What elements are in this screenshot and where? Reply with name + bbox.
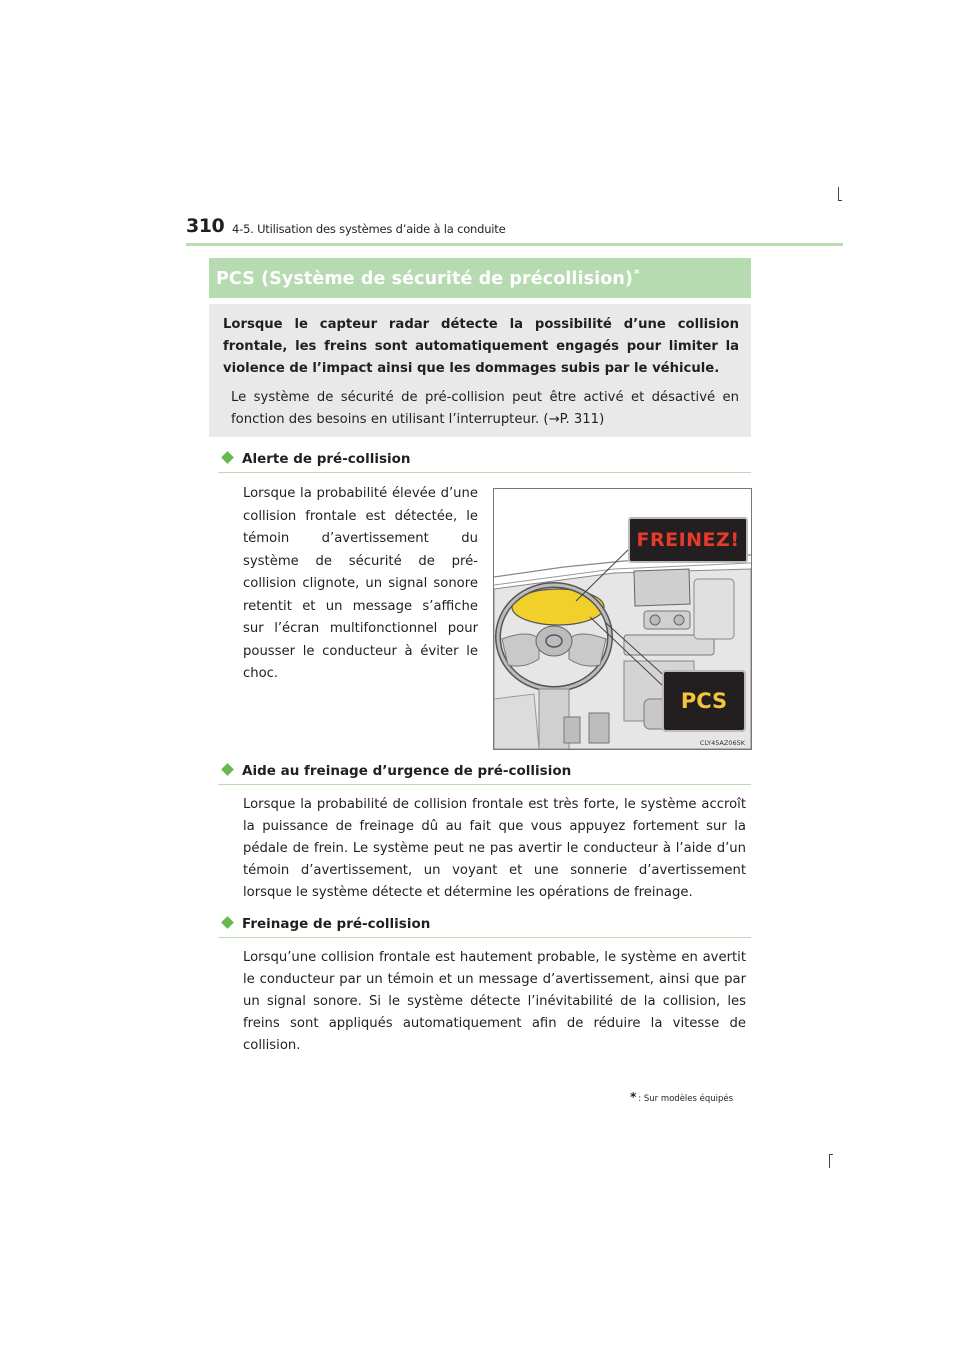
title-text: PCS (Système de sécurité de précollision)	[216, 269, 634, 289]
title-marker: *	[634, 267, 640, 280]
diamond-bullet-icon	[221, 763, 234, 776]
header-rule	[186, 243, 843, 246]
intro-normal-text: Le système de sécurité de pré-collision peut être activé et désactivé en fonction des besoins en utilisant l’interrupteur. (→P. 311)	[231, 390, 739, 427]
pcs-indicator-icon: PCS	[662, 670, 746, 732]
image-code: CLY45AZ065K	[699, 739, 745, 747]
section-heading-text: Aide au freinage d’urgence de pré-collision	[242, 763, 572, 779]
section-heading-freinage	[220, 916, 430, 932]
dashboard-illustration	[493, 488, 752, 750]
warning-message-display: FREINEZ!	[628, 517, 748, 563]
section-rule	[218, 472, 751, 473]
section-heading-text: Freinage de pré-collision	[242, 916, 431, 932]
crop-mark-bottom	[829, 1154, 830, 1168]
diamond-bullet-icon	[221, 916, 234, 929]
section-text-aide: Lorsque la probabilité de collision frontale est très forte, le système accroît la puissance de freinage dû au fait que vous appuyez fortement sur la pédale de frein. Le système peut ne pas avertir le conducteur à l’aide d’un témoin d’avertissement, un voyant et une sonnerie d’avertissement lorsque le système détecte et détermine les opérations de freinage.	[243, 797, 746, 900]
crop-mark-top	[838, 187, 839, 201]
section-rule	[218, 784, 751, 785]
page-number: 310	[186, 215, 225, 237]
title-bar	[209, 258, 751, 298]
footnote-marker: *	[630, 1090, 637, 1104]
footnote-text: : Sur modèles équipés	[638, 1094, 734, 1104]
section-heading-alerte	[220, 451, 411, 467]
section-header: 4-5. Utilisation des systèmes d’aide à la conduite	[232, 222, 506, 236]
intro-bold-text: Lorsque le capteur radar détecte la possibilité d’une collision frontale, les freins sont automatiquement engagés pour limiter la violence de l’impact ainsi que les dommages subis par le véhicule.	[223, 317, 739, 376]
diamond-bullet-icon	[221, 451, 234, 464]
page-title	[216, 267, 640, 289]
section-rule	[218, 937, 751, 938]
section-heading-text: Alerte de pré-collision	[242, 451, 411, 467]
intro-box	[209, 304, 751, 437]
section-heading-aide	[220, 763, 571, 779]
footnote	[630, 1090, 733, 1104]
section-text-alerte: Lorsque la probabilité élevée d’une collision frontale est détectée, le témoin d’avertissement du système de sécurité de pré-collision clignote, un signal sonore retentit et un message s’affiche sur l’écran multifonctionnel pour pousser le conducteur à éviter le choc.	[243, 486, 478, 681]
section-text-freinage: Lorsqu’une collision frontale est hautement probable, le système en avertit le conducteur par un témoin et un message d’avertissement, ainsi que par un signal sonore. Si le système détecte l’inévitabilité de la collision, les freins sont appliqués automatiquement afin de réduire la vitesse de collision.	[243, 950, 746, 1053]
